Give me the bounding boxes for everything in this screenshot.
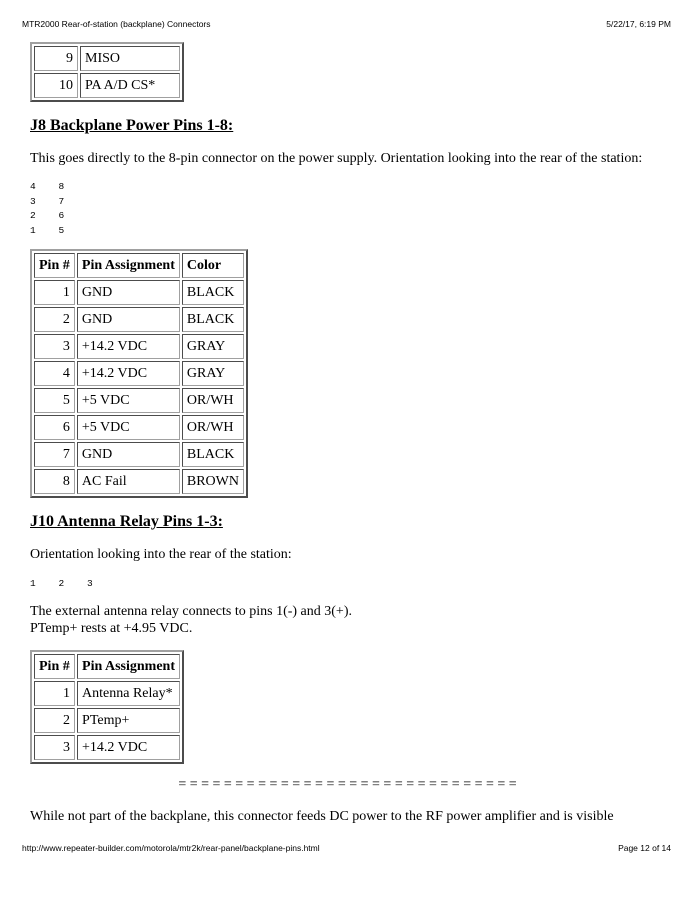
pin-number: 5 (34, 388, 75, 413)
pin-number: 2 (34, 708, 75, 733)
table-row (34, 334, 244, 359)
column-header-assignment: Pin Assignment (77, 253, 180, 278)
table-row (34, 280, 244, 305)
pin-assignment: PA A/D CS* (80, 73, 180, 98)
pin-number: 1 (34, 681, 75, 706)
j10-description: Orientation looking into the rear of the station: (30, 547, 292, 562)
wire-color: OR/WH (182, 415, 244, 440)
column-header-color: Color (182, 253, 244, 278)
pin-assignment: PTemp+ (77, 708, 180, 733)
pin-assignment: Antenna Relay* (77, 681, 180, 706)
table-row (34, 361, 244, 386)
prev-pin-table (30, 42, 184, 102)
wire-color: BLACK (182, 442, 244, 467)
print-footer-url: http://www.repeater-builder.com/motorola/mtr2k/rear-panel/backplane-pins.html (22, 843, 320, 853)
j10-pin-table (30, 650, 184, 764)
wire-color: GRAY (182, 334, 244, 359)
pin-number: 6 (34, 415, 75, 440)
pin-assignment: GND (77, 307, 180, 332)
print-footer-page-number: Page 12 of 14 (618, 843, 671, 853)
pin-assignment: +14.2 VDC (77, 735, 180, 760)
pin-number: 10 (34, 73, 78, 98)
j8-description: This goes directly to the 8-pin connector on the power supply. Orientation looking into the rear of the station: (30, 151, 643, 166)
print-header-title: MTR2000 Rear-of-station (backplane) Connectors (22, 19, 211, 29)
wire-color: GRAY (182, 361, 244, 386)
pin-assignment: AC Fail (77, 469, 180, 494)
closing-paragraph: While not part of the backplane, this connector feeds DC power to the RF power amplifier and is visible (30, 809, 614, 824)
j10-pin-layout-diagram: 1 2 3 (30, 578, 93, 589)
pin-number: 9 (34, 46, 78, 71)
pin-number: 3 (34, 334, 75, 359)
pin-assignment: GND (77, 280, 180, 305)
table-row (34, 46, 180, 71)
pin-number: 1 (34, 280, 75, 305)
column-header-assignment: Pin Assignment (77, 654, 180, 679)
table-row (34, 415, 244, 440)
j10-note-line-1: The external antenna relay connects to pins 1(-) and 3(+). (30, 604, 352, 619)
pin-assignment: +5 VDC (77, 415, 180, 440)
table-row (34, 708, 180, 733)
pin-assignment: +14.2 VDC (77, 334, 180, 359)
pin-number: 7 (34, 442, 75, 467)
table-row (34, 681, 180, 706)
wire-color: BLACK (182, 307, 244, 332)
section-heading-j10: J10 Antenna Relay Pins 1-3: (30, 513, 223, 530)
print-header-datetime: 5/22/17, 6:19 PM (606, 19, 671, 29)
wire-color: BLACK (182, 280, 244, 305)
section-heading-j8: J8 Backplane Power Pins 1-8: (30, 117, 234, 134)
j8-pin-table (30, 249, 248, 498)
pin-number: 2 (34, 307, 75, 332)
pin-assignment: MISO (80, 46, 180, 71)
wire-color: OR/WH (182, 388, 244, 413)
pin-number: 4 (34, 361, 75, 386)
table-row (34, 73, 180, 98)
table-row (34, 442, 244, 467)
j8-pin-layout-diagram: 4 8 3 7 2 6 1 5 (30, 181, 65, 236)
wire-color: BROWN (182, 469, 244, 494)
table-row (34, 735, 180, 760)
pin-number: 3 (34, 735, 75, 760)
pin-assignment: +14.2 VDC (77, 361, 180, 386)
pin-number: 8 (34, 469, 75, 494)
column-header-pin: Pin # (34, 654, 75, 679)
pin-assignment: +5 VDC (77, 388, 180, 413)
pin-assignment: GND (77, 442, 180, 467)
table-row (34, 307, 244, 332)
table-header-row (34, 253, 244, 278)
column-header-pin: Pin # (34, 253, 75, 278)
table-row (34, 388, 244, 413)
table-row (34, 469, 244, 494)
table-header-row (34, 654, 180, 679)
separator-line: = = = = = = = = = = = = = = = = = = = = = = = = = = = = = = (178, 777, 517, 792)
j10-note-line-2: PTemp+ rests at +4.95 VDC. (30, 621, 193, 636)
